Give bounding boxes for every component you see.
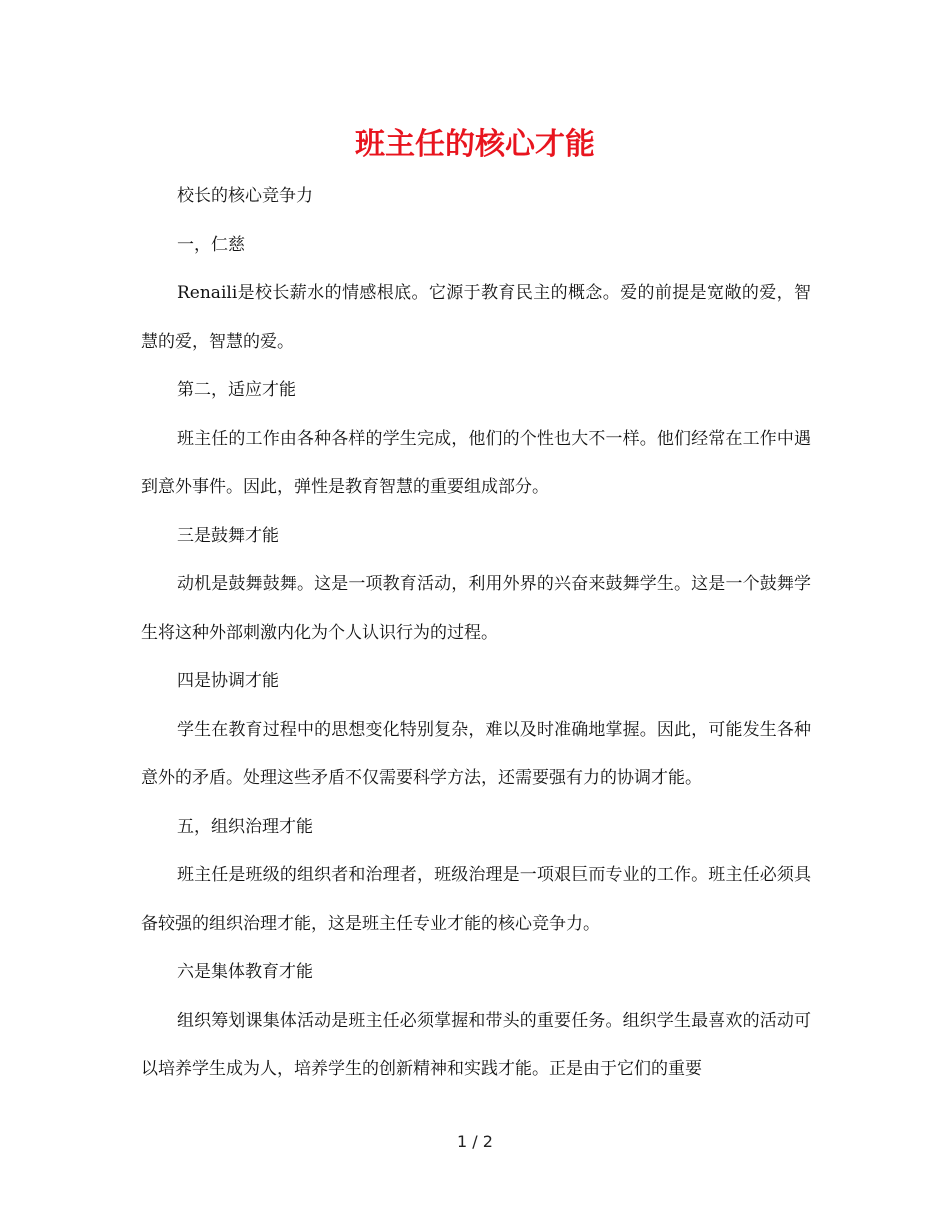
page-number: 1 / 2	[457, 1132, 493, 1151]
paragraph-heading-2: 第二，适应才能	[177, 380, 296, 400]
paragraph-text-3: 动机是鼓舞鼓舞。这是一项教育活动，利用外界的兴奋来鼓舞学生。这是一个鼓舞学生将这种外部刺激内化为个人认识行为的过程。	[141, 574, 811, 643]
paragraph-heading-4: 四是协调才能	[177, 671, 279, 691]
paragraph-heading-main: 校长的核心竞争力	[177, 186, 313, 206]
paragraph-heading-3: 三是鼓舞才能	[177, 525, 279, 546]
paragraph-text-2: 班主任的工作由各种各样的学生完成，他们的个性也大不一样。他们经常在工作中遇到意外事件。因此，弹性是教育智慧的重要组成部分。	[141, 428, 811, 497]
paragraph-heading-6: 六是集体教育才能	[177, 962, 313, 982]
document-body	[141, 172, 811, 1094]
paragraph-heading-1: 一，仁慈	[177, 234, 245, 255]
paragraph-heading-5: 五，组织治理才能	[177, 816, 313, 837]
paragraph-text-1: Renaili是校长薪水的情感根底。它源于教育民主的概念。爱的前提是宽敞的爱，智慧的爱，智慧的爱。	[141, 283, 811, 352]
document-title: 班主任的核心才能	[355, 127, 595, 162]
paragraph-text-5: 班主任是班级的组织者和治理者，班级治理是一项艰巨而专业的工作。班主任必须具备较强的组织治理才能，这是班主任专业才能的核心竞争力。	[141, 865, 811, 934]
paragraph-text-6: 组织筹划课集体活动是班主任必须掌握和带头的重要任务。组织学生最喜欢的活动可以培养学生成为人，培养学生的创新精神和实践才能。正是由于它们的重要	[141, 1010, 811, 1079]
paragraph-text-4: 学生在教育过程中的思想变化特别复杂，难以及时准确地掌握。因此，可能发生各种意外的矛盾。处理这些矛盾不仅需要科学方法，还需要强有力的协调才能。	[141, 719, 811, 788]
